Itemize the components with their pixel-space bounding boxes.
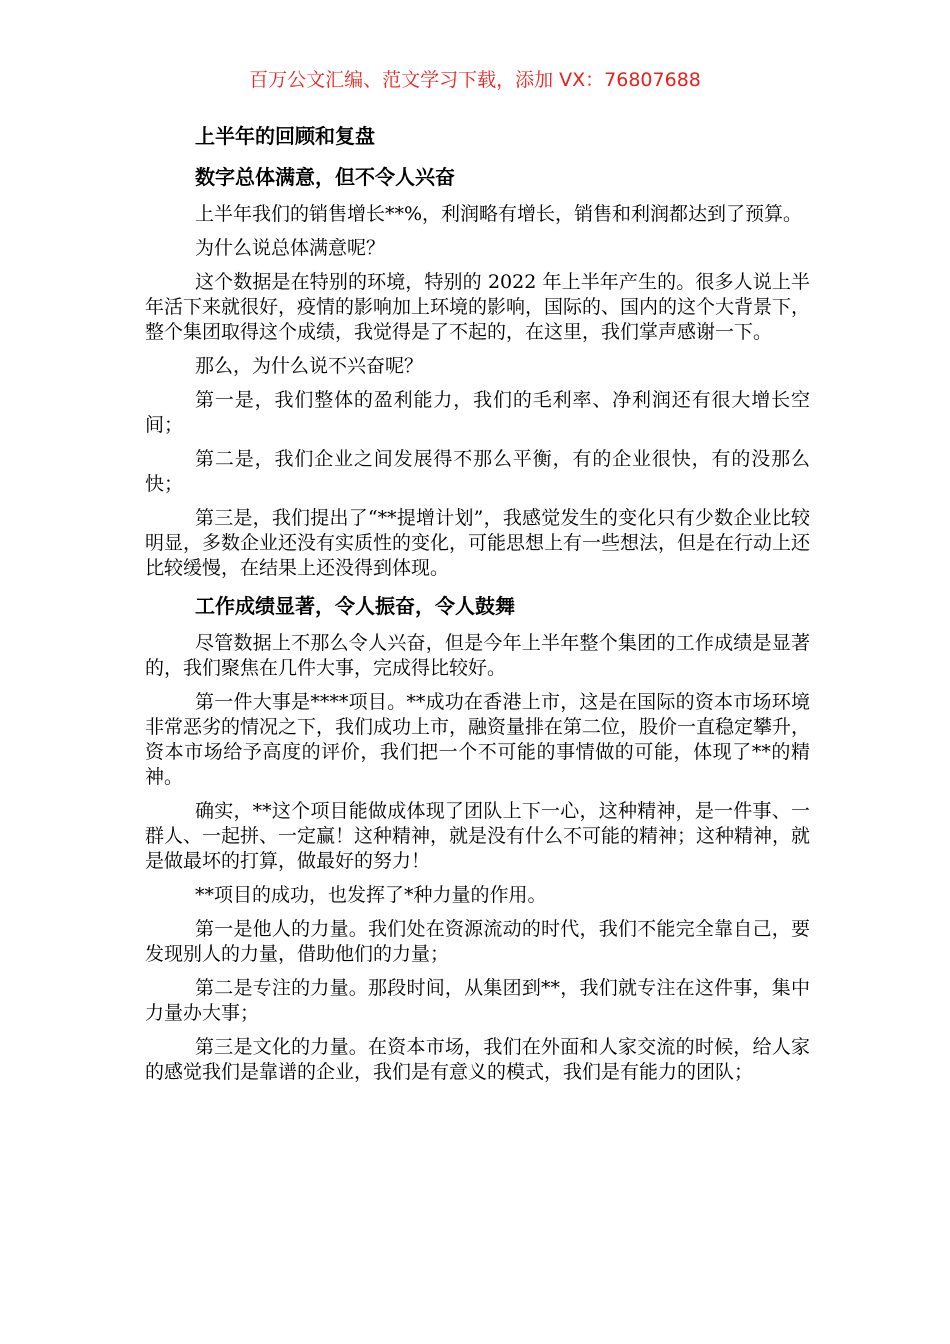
promo-banner: 百万公文汇编、范文学习下载，添加 VX：76807688 [249,69,701,91]
subsection-heading: 数字总体满意，但不令人兴奋 [195,165,455,189]
paragraph: 第一件大事是****项目。**成功在香港上市，这是在国际的资本市场环境非常恶劣的情况之下，我们成功上市，融资量排在第二位，股价一直稳定攀升，资本市场给予高度的评价，我们把一个不可能的事情做的可能，体现了**的精神。 [145,691,811,788]
document-body [145,120,810,1094]
subsection-heading: 工作成绩显著，令人振奋，令人鼓舞 [195,594,515,618]
paragraph: 第三是文化的力量。在资本市场，我们在外面和人家交流的时候，给人家的感觉我们是靠谱的企业，我们是有意义的模式，我们是有能力的团队； [145,1036,810,1083]
paragraph: **项目的成功，也发挥了*种力量的作用。 [195,884,547,906]
paragraph: 第三是，我们提出了“**提增计划”，我感觉发生的变化只有少数企业比较明显，多数企业还没有实质性的变化，可能思想上有一些想法，但是在行动上还比较缓慢，在结果上还没得到体现。 [145,507,811,579]
paragraph: 第二是专注的力量。那段时间，从集团到**，我们就专注在这件事，集中力量办大事； [145,977,810,1024]
paragraph: 上半年我们的销售增长**%，利润略有增长，销售和利润都达到了预算。 [195,203,803,225]
paragraph: 尽管数据上不那么令人兴奋，但是今年上半年整个集团的工作成绩是显著的，我们聚焦在几件大事，完成得比较好。 [145,632,810,679]
section-heading: 上半年的回顾和复盘 [195,124,375,148]
paragraph: 第一是，我们整体的盈利能力，我们的毛利率、净利润还有很大增长空间； [145,389,810,436]
paragraph: 第一是他人的力量。我们处在资源流动的时代，我们不能完全靠自己，要发现别人的力量，借助他们的力量； [145,918,810,965]
paragraph: 那么，为什么说不兴奋呢？ [195,355,424,377]
paragraph: 为什么说总体满意呢？ [195,237,386,259]
paragraph: 第二是，我们企业之间发展得不那么平衡，有的企业很快，有的没那么快； [145,448,810,495]
paragraph: 这个数据是在特别的环境，特别的 2022 年上半年产生的。很多人说上半年活下来就很好，疫情的影响加上环境的影响，国际的、国内的这个大背景下，整个集团取得这个成绩，我觉得是了不起的，在这里，我们掌声感谢一下。 [145,271,811,343]
paragraph: 确实，**这个项目能做成体现了团队上下一心，这种精神，是一件事、一群人、一起拼、一定赢！这种精神，就是没有什么不可能的精神；这种精神，就是做最坏的打算，做最好的努力！ [145,800,811,872]
